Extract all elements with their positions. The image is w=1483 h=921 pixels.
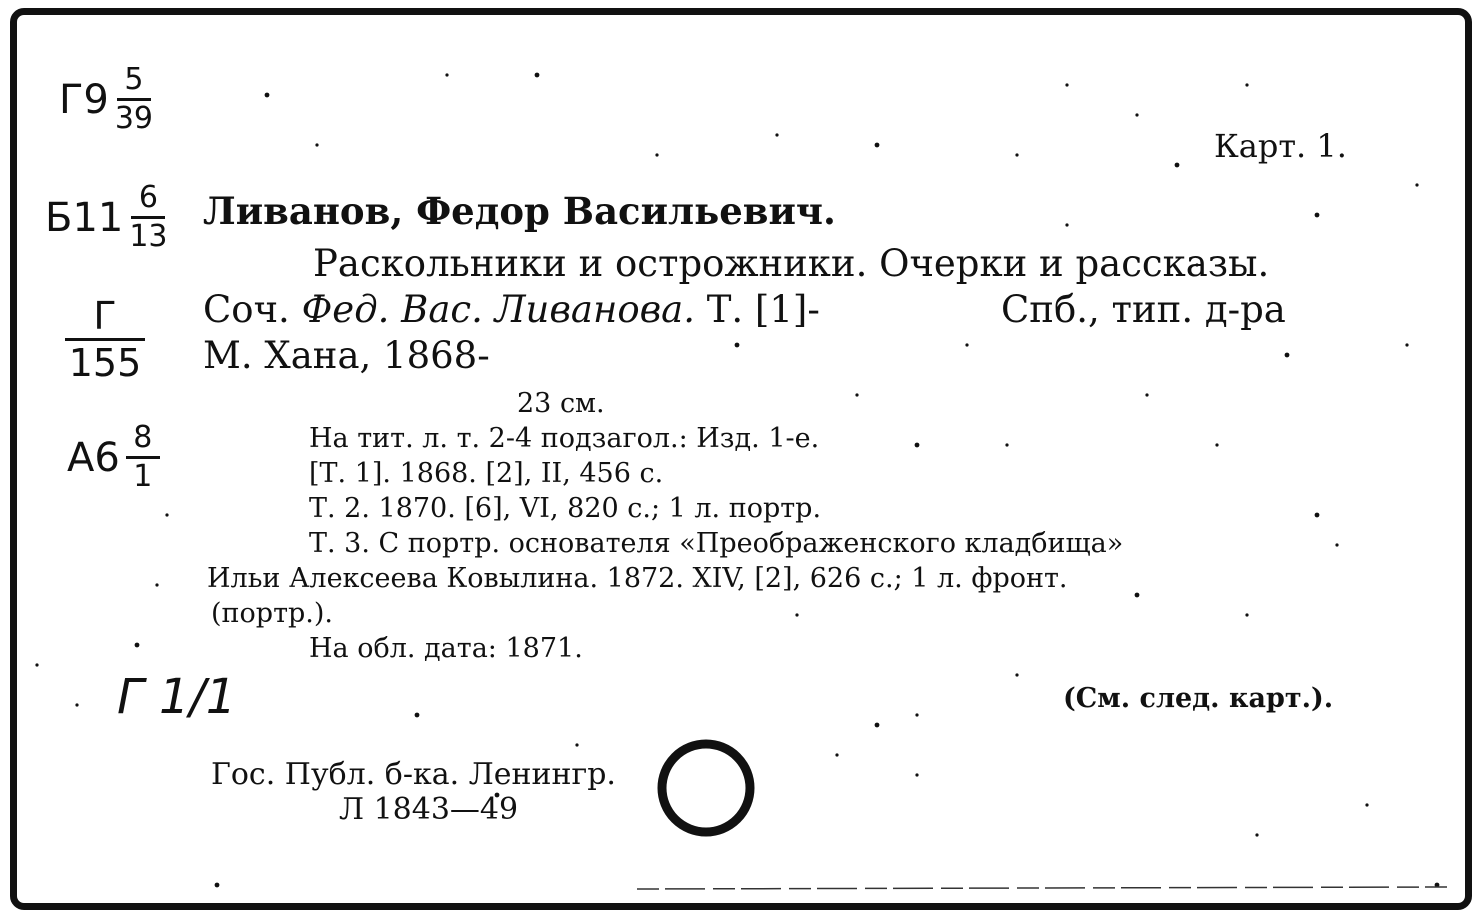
speck	[1365, 803, 1368, 806]
shelfmark-numerator: 8	[133, 420, 153, 455]
shelfmark-1	[59, 62, 154, 136]
volume-1-note: [Т. 1]. 1868. [2], II, 456 с.	[309, 458, 664, 489]
speck	[155, 583, 158, 586]
punch-hole-icon	[651, 733, 761, 843]
shelfmark-prefix: Б11	[45, 194, 124, 241]
author-heading: Ливанов, Федор Васильевич.	[203, 189, 836, 233]
shelfmark-numerator: 5	[124, 62, 144, 97]
speck	[215, 883, 220, 888]
cover-date-note: На обл. дата: 1871.	[309, 633, 583, 664]
library-stamp-line-2: Л 1843—49	[339, 792, 519, 827]
speck	[1065, 223, 1068, 226]
speck	[535, 73, 540, 78]
speck	[1315, 513, 1320, 518]
shelfmark-prefix: Г9	[59, 76, 109, 123]
shelfmark-numerator: 6	[138, 180, 158, 215]
imprint-place: Спб., тип. д-ра	[1001, 288, 1286, 331]
speck	[1135, 593, 1140, 598]
speck	[735, 343, 740, 348]
library-stamp-line-1: Гос. Публ. б-ка. Ленингр.	[211, 757, 616, 792]
shelfmark-denominator: 39	[114, 101, 154, 136]
speck	[1335, 543, 1338, 546]
speck	[775, 133, 778, 136]
scratch-line	[637, 887, 1447, 889]
speck	[445, 73, 448, 76]
speck	[875, 723, 880, 728]
volume-2-note: Т. 2. 1870. [6], VI, 820 с.; 1 л. портр.	[309, 493, 822, 524]
shelfmark-3	[65, 294, 145, 385]
speck	[575, 743, 578, 746]
speck	[35, 663, 38, 666]
speck	[1415, 183, 1418, 186]
shelfmark-prefix: А6	[67, 434, 120, 481]
speck	[75, 703, 78, 706]
volume-3-note-line-2: Ильи Алексеева Ковылина. 1872. XIV, [2], 626 с.; 1 л. фронт.	[207, 563, 1068, 594]
speck	[915, 443, 920, 448]
speck	[855, 393, 858, 396]
speck	[1015, 153, 1018, 156]
speck	[265, 93, 270, 98]
speck	[1145, 393, 1148, 396]
speck	[165, 513, 168, 516]
shelfmark-denominator: 155	[68, 341, 142, 385]
title-line-1: Раскольники и острожники. Очерки и рассказы.	[313, 242, 1270, 285]
speck	[875, 143, 880, 148]
speck	[1065, 83, 1068, 86]
title-italic-author: Фед. Вас. Ливанова.	[301, 288, 695, 331]
speck	[915, 713, 918, 716]
shelfmark-numerator: Г	[93, 294, 117, 338]
speck	[915, 773, 918, 776]
card-number: Карт. 1.	[1214, 127, 1347, 165]
speck	[1245, 83, 1248, 86]
speck	[315, 143, 318, 146]
speck	[655, 153, 658, 156]
speck	[415, 713, 420, 718]
subtitle-note: На тит. л. т. 2-4 подзагол.: Изд. 1-е.	[309, 423, 820, 454]
speck	[1135, 113, 1138, 116]
speck	[1175, 163, 1180, 168]
shelfmark-denominator: 1	[133, 459, 153, 494]
shelfmark-4	[67, 420, 160, 494]
title-volume: Т. [1]-	[706, 288, 820, 331]
volume-3-note-line-1: Т. 3. С портр. основателя «Преображенского кладбища»	[309, 528, 1124, 559]
volume-3-note-line-3: (портр.).	[211, 598, 333, 629]
title-plain: Соч.	[203, 288, 290, 331]
speck	[1405, 343, 1408, 346]
speck	[135, 643, 140, 648]
size-note: 23 см.	[517, 388, 605, 419]
speck	[1285, 353, 1290, 358]
speck	[965, 343, 968, 346]
title-line-2	[203, 288, 820, 331]
speck	[1005, 443, 1008, 446]
continuation-note: (См. след. карт.).	[1063, 683, 1334, 714]
speck	[835, 753, 838, 756]
speck	[1215, 443, 1218, 446]
shelfmark-2	[45, 180, 168, 254]
speck	[1315, 213, 1320, 218]
speck	[1255, 833, 1258, 836]
speck	[795, 613, 798, 616]
catalog-card	[10, 8, 1472, 910]
speck	[1245, 613, 1248, 616]
title-line-3: М. Хана, 1868-	[203, 334, 490, 377]
speck	[1015, 673, 1018, 676]
shelfmark-denominator: 13	[129, 219, 168, 254]
handwritten-shelf-mark: Г 1/1	[117, 669, 237, 725]
